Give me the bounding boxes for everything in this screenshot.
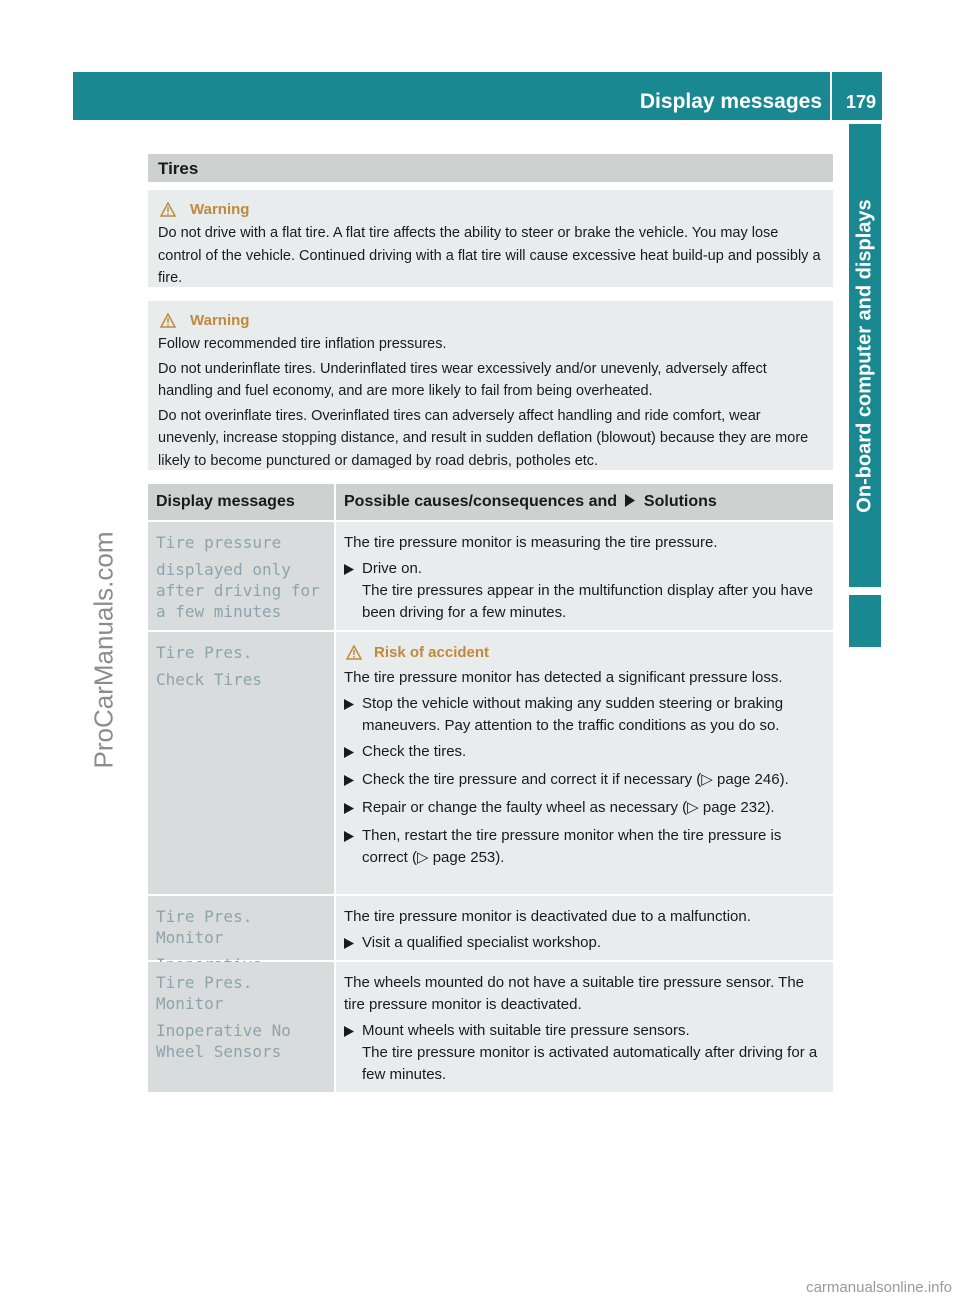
page-header — [73, 72, 882, 120]
solution-step: Mount wheels with suitable tire pressure sensors. The tire pressure monitor is activated automatically after driving for a few minutes. — [344, 1020, 827, 1086]
arrow-right-icon — [344, 699, 354, 710]
arrow-right-icon — [344, 775, 354, 786]
warning-box-2 — [148, 301, 833, 470]
warning-triangle-icon — [160, 202, 176, 217]
arrow-right-icon — [344, 803, 354, 814]
section-header — [148, 154, 833, 182]
solution-step: Drive on. The tire pressures appear in the multifunction display after you have been driving for a few minutes. — [344, 558, 827, 624]
watermark-left: ProCarManuals.com — [88, 531, 119, 769]
solution-step: Then, restart the tire pressure monitor when the tire pressure is correct (▷ page 253). — [344, 825, 827, 869]
side-tab-marker — [849, 595, 881, 647]
warning-title: Warning — [158, 201, 825, 218]
arrow-right-icon — [344, 938, 354, 949]
display-messages-table — [148, 484, 833, 1094]
chapter-label: On-board computer and displays — [853, 198, 876, 513]
warning-triangle-icon — [160, 313, 176, 328]
solution-step: Repair or change the faulty wheel as necessary (▷ page 232). — [344, 797, 827, 821]
arrow-right-icon — [344, 747, 354, 758]
warning-box-1 — [148, 190, 833, 287]
table-row — [148, 522, 833, 632]
warning-text: Do not drive with a flat tire. A flat tire affects the ability to steer or brake the vehicle. You may lose control of the vehicle. Continued driving with a flat tire will cause excessive heat build-up and possibly a fire. — [158, 225, 821, 286]
page-number: 179 — [845, 92, 876, 112]
table-row — [148, 632, 833, 896]
arrow-right-icon — [624, 494, 636, 507]
arrow-right-icon — [344, 1026, 354, 1037]
arrow-right-icon — [344, 564, 354, 575]
message-solution: The tire pressure monitor is measuring the tire pressure. Drive on. The tire pressures appear in the multifunction display after you have been driving for a few minutes. — [336, 522, 833, 630]
table-header-row — [148, 484, 833, 522]
arrow-right-icon — [344, 831, 354, 842]
message-solution: The tire pressure monitor is deactivated due to a malfunction. Visit a qualified specialist workshop. — [336, 896, 833, 960]
table-row — [148, 896, 833, 962]
display-message: Tire Pres. Check Tires — [148, 632, 336, 894]
display-message: Tire Pres. Monitor — [148, 896, 336, 960]
watermark-bottom: carmanualsonline.info — [806, 1279, 952, 1296]
message-solution: The wheels mounted do not have a suitable tire pressure sensor. The tire pressure monitor is deactivated. Mount wheels with suitable tire pressure sensors. The tire pressure monitor is activated automatically after driving for a few minutes. — [336, 962, 833, 1092]
solution-step: Check the tires. — [344, 741, 827, 765]
display-message: Tire Pres. Monitor Inoperative No Wheel Sensors — [148, 962, 336, 1092]
warning-triangle-icon — [346, 645, 362, 660]
solution-step: Check the tire pressure and correct it if necessary (▷ page 246). — [344, 769, 827, 793]
section-title: Tires — [158, 159, 199, 178]
risk-title: Risk of accident — [344, 644, 827, 661]
table-row — [148, 962, 833, 1094]
warning-title: Warning — [158, 312, 825, 329]
chapter-side-tab — [849, 124, 881, 587]
message-solution: Risk of accident The tire pressure monitor has detected a significant pressure loss. Stop the vehicle without making any sudden steering or braking maneuvers. Pay attention to the traffic conditions as you do so. Check the tires. Check the tire pressure and correct it if necessary (▷ page 246). Repair or change the faulty wheel as necessary (▷ page 232). Then, restart the tire pressure monitor when the tire pressure is correct (▷ page 253). — [336, 632, 833, 894]
header-divider — [830, 72, 832, 120]
solution-step: Visit a qualified specialist workshop. — [344, 932, 827, 956]
warning-text: Follow recommended tire inflation pressures. Do not underinflate tires. Underinflated tires wear excessively and/or unevenly, adversely affect handling and fuel economy, and are more likely to fail from being overheated. Do not overinflate tires. Overinflated tires can adversely affect handling and ride comfort, wear unevenly, increase stopping distance, and result in sudden deflation (blowout) because they are more likely to become punctured or damaged by road debris, potholes etc. — [158, 336, 809, 469]
column-header-causes: Possible causes/consequences and Solutions — [344, 493, 717, 510]
header-title: Display messages — [639, 90, 822, 113]
solution-step: Stop the vehicle without making any sudden steering or braking maneuvers. Pay attention to the traffic conditions as you do so. — [344, 693, 827, 737]
display-message: Tire pressure displayed only after driving for a few minutes — [148, 522, 336, 630]
column-header-messages: Display messages — [148, 484, 336, 520]
